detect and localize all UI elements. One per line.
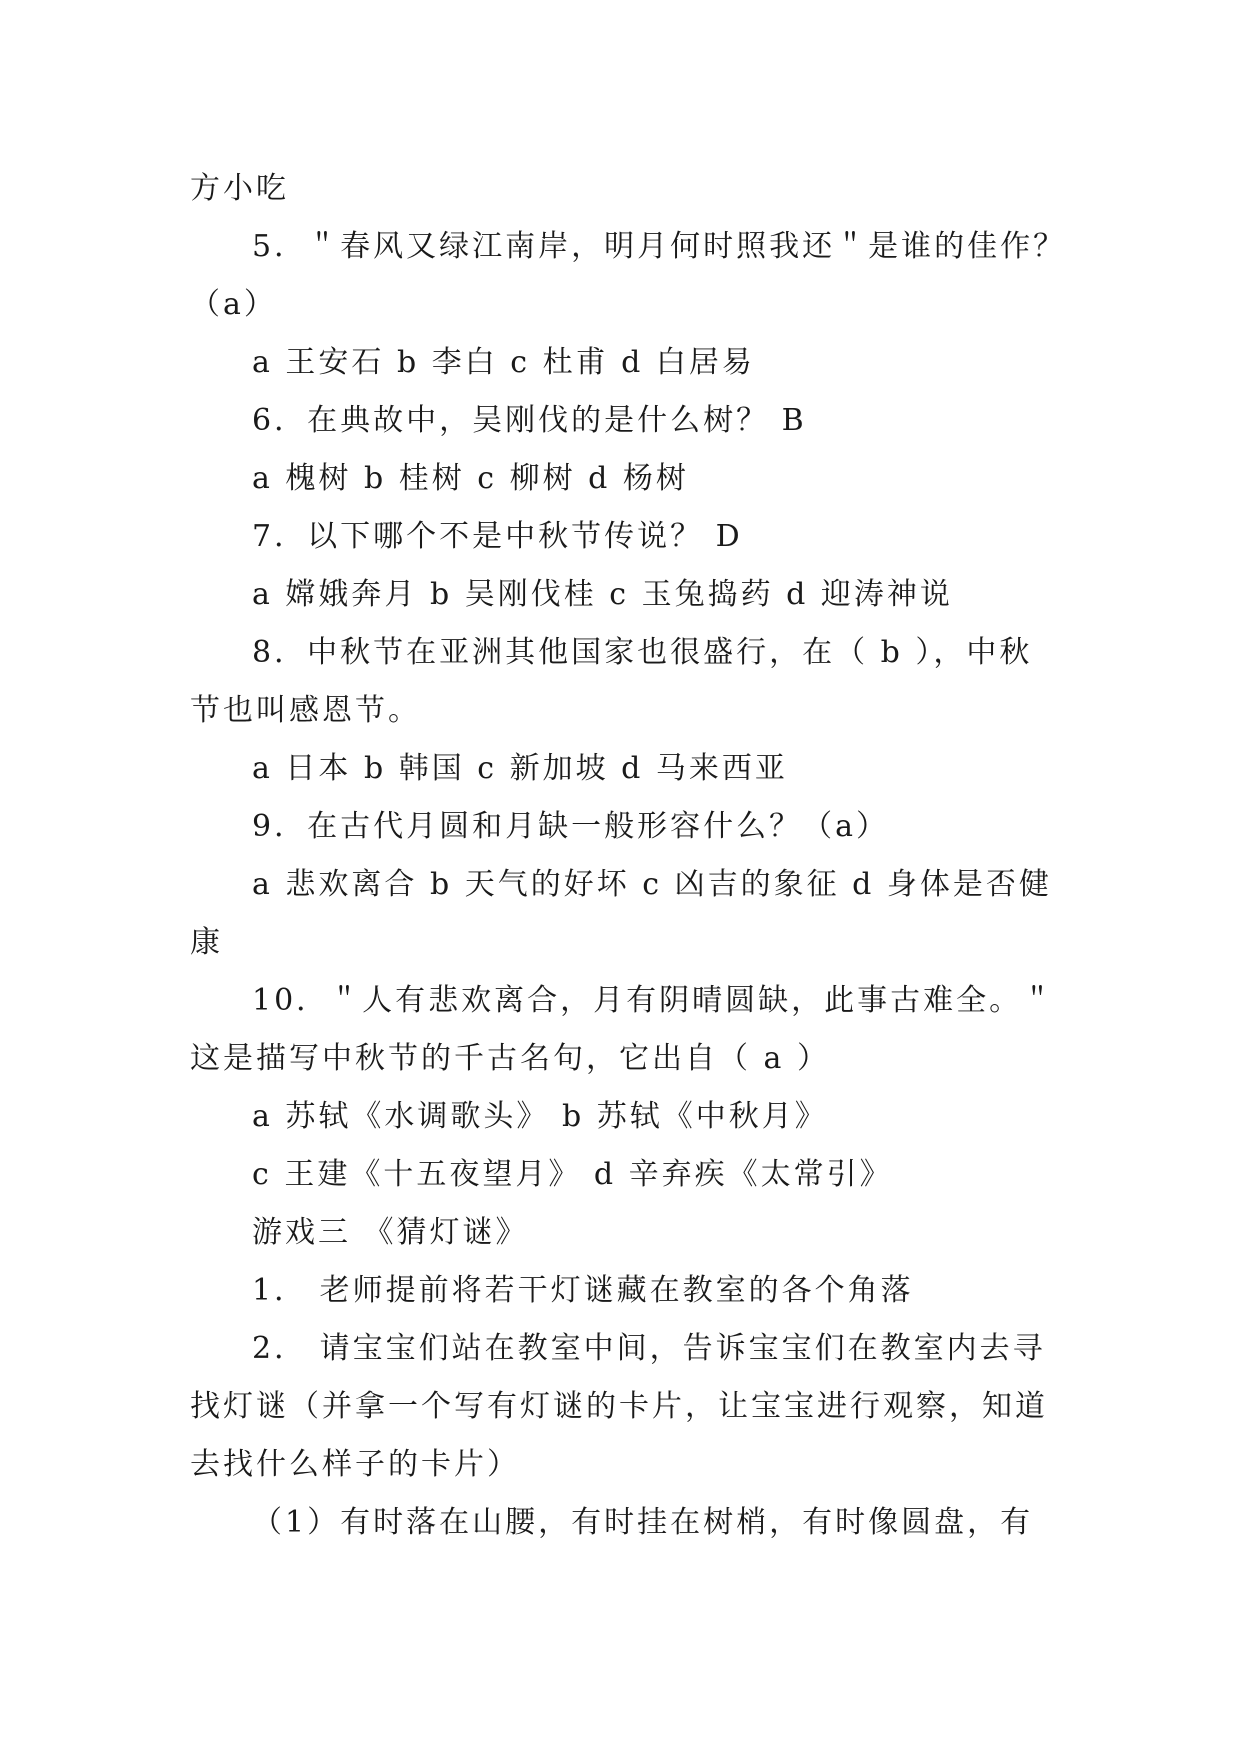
step-2-cont-2: 去找什么样子的卡片） [190, 1447, 520, 1482]
question-9: 9．在古代月圆和月缺一般形容什么？（a） [252, 809, 889, 844]
options-10-cd: c 王建《十五夜望月》 d 辛弃疾《太常引》 [252, 1157, 893, 1192]
options-6: a 槐树 b 桂树 c 柳树 d 杨树 [252, 461, 689, 496]
section-heading-game-3: 游戏三 《猜灯谜》 [252, 1215, 529, 1250]
options-10-ab: a 苏轼《水调歌头》 b 苏轼《中秋月》 [252, 1099, 828, 1134]
step-1: 1． 老师提前将若干灯谜藏在教室的各个角落 [252, 1273, 914, 1308]
question-8-cont: 节也叫感恩节。 [190, 693, 421, 728]
question-10-cont: 这是描写中秋节的千古名句，它出自（ a ） [190, 1041, 830, 1076]
document-body [190, 160, 1067, 1552]
options-9: a 悲欢离合 b 天气的好坏 c 凶吉的象征 d 身体是否健 [252, 867, 1052, 902]
question-6: 6．在典故中，吴刚伐的是什么树？ B [252, 403, 807, 438]
question-5: 5．＂春风又绿江南岸，明月何时照我还＂是谁的佳作？ [252, 229, 1067, 264]
question-10: 10．＂人有悲欢离合，月有阴晴圆缺，此事古难全。＂ [252, 983, 1056, 1018]
riddle-1: （1）有时落在山腰，有时挂在树梢，有时像圆盘，有 [252, 1505, 1034, 1540]
step-2: 2． 请宝宝们站在教室中间，告诉宝宝们在教室内去寻 [252, 1331, 1046, 1366]
text-line: 方小吃 [190, 171, 289, 206]
options-8: a 日本 b 韩国 c 新加坡 d 马来西亚 [252, 751, 788, 786]
options-9-cont: 康 [190, 925, 223, 960]
options-5: a 王安石 b 李白 c 杜甫 d 白居易 [252, 345, 755, 380]
question-7: 7．以下哪个不是中秋节传说？ D [252, 519, 743, 554]
options-7: a 嫦娥奔月 b 吴刚伐桂 c 玉兔捣药 d 迎涛神说 [252, 577, 953, 612]
answer-5: （a） [190, 287, 277, 322]
question-8: 8．中秋节在亚洲其他国家也很盛行，在（ b ），中秋 [252, 635, 1033, 670]
step-2-cont: 找灯谜（并拿一个写有灯谜的卡片，让宝宝进行观察，知道 [190, 1389, 1048, 1424]
